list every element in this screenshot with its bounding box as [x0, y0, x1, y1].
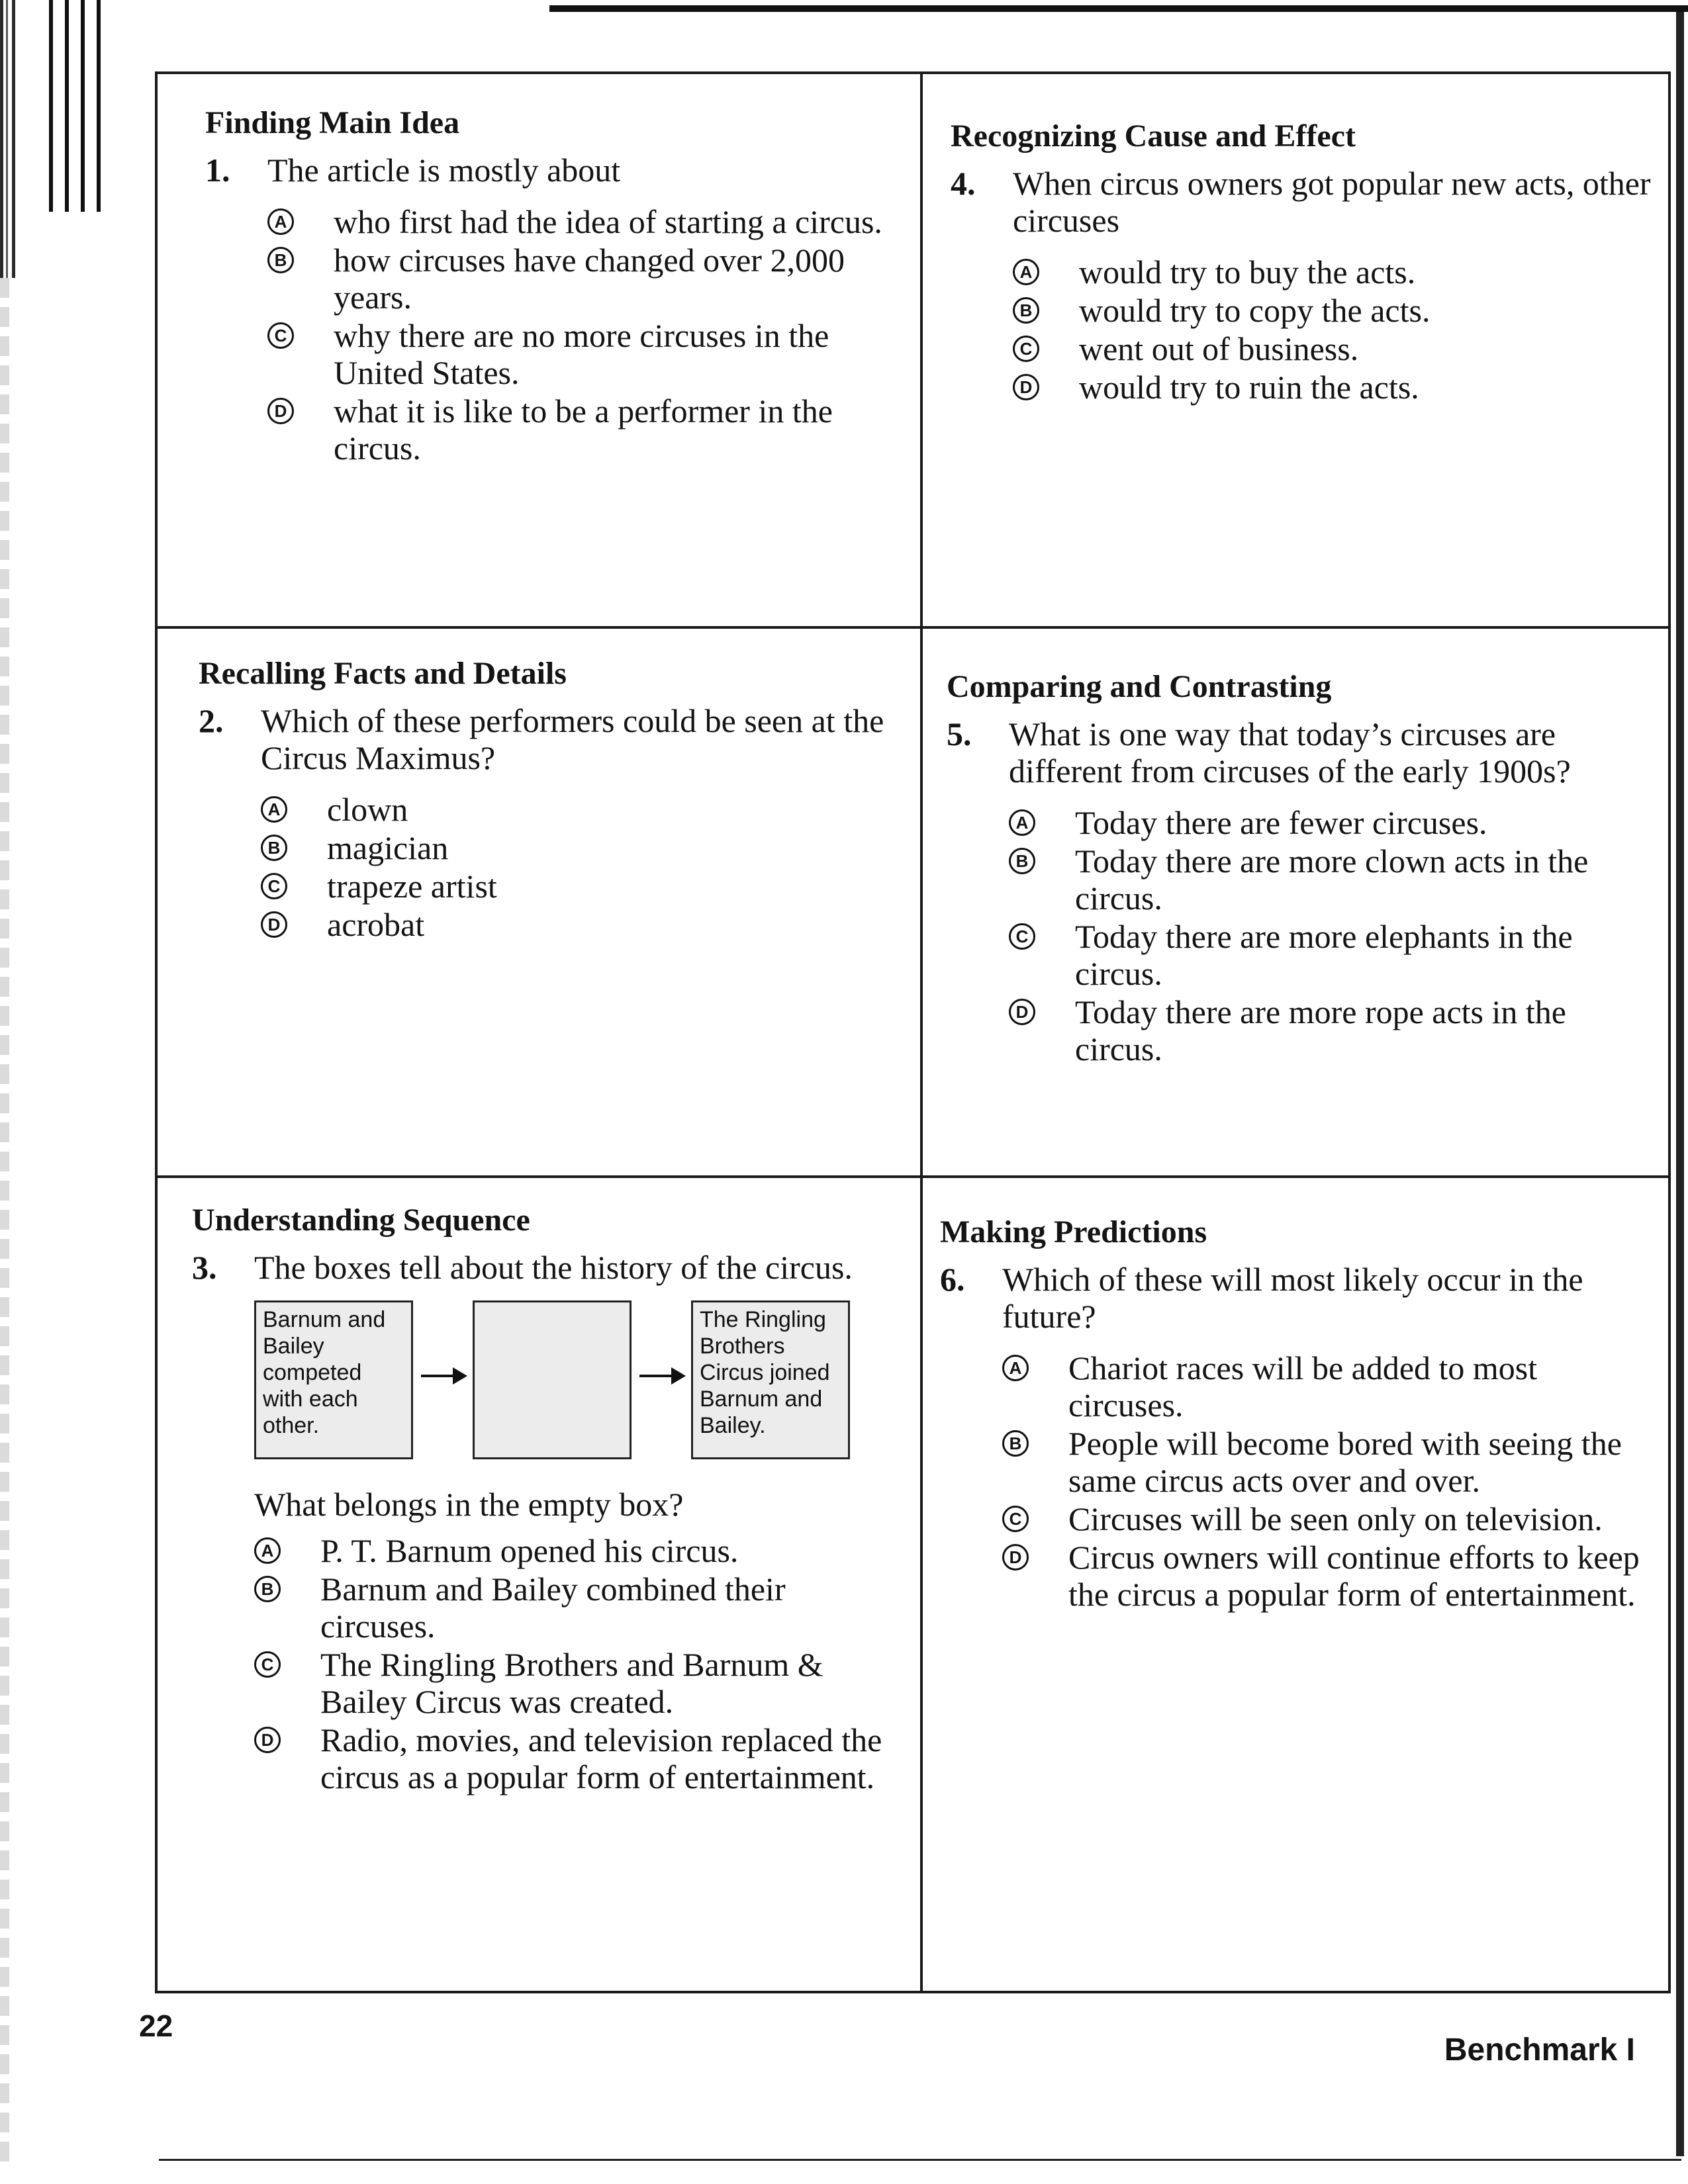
section-making-predictions [940, 1214, 1642, 1614]
answer-bubble-icon[interactable]: C [1002, 1506, 1029, 1532]
question-text: When circus owners got popular new acts, other circuses [1013, 165, 1651, 239]
grid-divider-horizontal-2 [155, 1175, 1671, 1178]
section-understanding-sequence [192, 1202, 894, 1797]
answer-bubble-icon[interactable]: B [261, 835, 287, 861]
section-title: Finding Main Idea [205, 105, 460, 140]
answer-options [254, 1532, 894, 1796]
question-number: 4. [951, 165, 976, 202]
answer-bubble-icon[interactable]: A [1009, 809, 1035, 836]
section-title: Understanding Sequence [192, 1203, 530, 1238]
answer-text: would try to ruin the acts. [1079, 369, 1419, 406]
answer-text: Today there are more elephants in the circus. [1075, 918, 1573, 992]
answer-text: Today there are more clown acts in the circus. [1075, 842, 1589, 917]
answer-text: Barnum and Bailey combined their circuses. [320, 1570, 786, 1645]
answer-bubble-icon[interactable]: C [1009, 923, 1035, 950]
answer-options [1009, 804, 1648, 1068]
arrow-right-icon [639, 1375, 683, 1377]
answer-option-d[interactable] [254, 1721, 894, 1796]
answer-bubble-icon[interactable]: D [1013, 374, 1039, 400]
question-text: Which of these will most likely occur in the future? [1002, 1261, 1583, 1335]
answer-option-d[interactable] [1009, 993, 1648, 1068]
section-finding-main-idea [205, 105, 907, 468]
binding-marks [49, 0, 102, 212]
answer-options [1013, 253, 1652, 406]
question-number: 3. [192, 1249, 217, 1286]
answer-options [1002, 1349, 1642, 1613]
answer-bubble-icon[interactable]: A [261, 796, 287, 823]
question-number: 2. [199, 702, 224, 739]
question-number: 1. [205, 152, 230, 189]
binding-edge [0, 0, 17, 278]
answer-option-d[interactable] [267, 392, 907, 467]
answer-option-a[interactable] [267, 203, 907, 240]
answer-option-b[interactable] [1002, 1425, 1642, 1499]
section-title: Making Predictions [940, 1214, 1207, 1250]
question-number: 6. [940, 1261, 965, 1298]
answer-option-d[interactable] [261, 906, 900, 943]
question [947, 715, 1648, 790]
answer-bubble-icon[interactable]: A [267, 208, 294, 235]
section-title: Comparing and Contrasting [947, 669, 1332, 704]
question [205, 152, 907, 189]
answer-option-a[interactable] [254, 1532, 894, 1569]
answer-text: Circus owners will continue efforts to keep the circus a popular form of entertainment. [1068, 1539, 1640, 1613]
answer-text: why there are no more circuses in the United States. [334, 317, 829, 391]
question [951, 165, 1652, 239]
sequence-box-1: Barnum and Bailey competed with each other. [254, 1300, 413, 1459]
answer-text: Chariot races will be added to most circuses. [1068, 1349, 1538, 1424]
answer-text: would try to copy the acts. [1079, 292, 1430, 329]
answer-option-c[interactable] [261, 868, 900, 905]
question-text: What is one way that today’s circuses are different from circuses of the early 1900s? [1009, 715, 1571, 790]
section-cause-and-effect [951, 118, 1652, 407]
answer-text: clown [327, 791, 408, 828]
answer-option-b[interactable] [254, 1570, 894, 1645]
answer-text: what it is like to be a performer in the circus. [334, 392, 833, 467]
answer-options [267, 203, 907, 467]
section-comparing-contrasting [947, 668, 1648, 1069]
answer-option-a[interactable] [1002, 1349, 1642, 1424]
answer-option-a[interactable] [1009, 804, 1648, 841]
answer-text: how circuses have changed over 2,000 years. [334, 242, 845, 316]
question-text: The article is mostly about [267, 152, 621, 189]
top-border [549, 5, 1688, 12]
answer-text: acrobat [327, 906, 425, 943]
answer-text: People will become bored with seeing the same circus acts over and over. [1068, 1425, 1622, 1499]
question-number: 5. [947, 715, 972, 752]
answer-bubble-icon[interactable]: A [254, 1537, 281, 1564]
answer-option-d[interactable] [1002, 1539, 1642, 1613]
answer-text: who first had the idea of starting a circus. [334, 203, 882, 240]
answer-text: The Ringling Brothers and Barnum & Bailey Circus was created. [320, 1646, 823, 1720]
answer-option-c[interactable] [1009, 918, 1648, 992]
answer-option-c[interactable] [1013, 330, 1652, 367]
answer-option-c[interactable] [267, 317, 907, 391]
bottom-border [159, 2159, 1681, 2161]
series-label: Benchmark I [1444, 2032, 1635, 2068]
page-number: 22 [139, 2009, 173, 2043]
answer-text: Radio, movies, and television replaced the circus as a popular form of entertainment. [320, 1721, 882, 1796]
answer-option-b[interactable] [267, 242, 907, 316]
sequence-box-3: The Ringling Brothers Circus joined Barnum and Bailey. [691, 1300, 850, 1459]
grid-divider-vertical [920, 71, 923, 1993]
answer-text: trapeze artist [327, 868, 497, 905]
answer-option-d[interactable] [1013, 369, 1652, 406]
answer-text: would try to buy the acts. [1079, 253, 1416, 291]
answer-option-a[interactable] [1013, 253, 1652, 291]
answer-bubble-icon[interactable]: A [1013, 259, 1039, 285]
binding-shadow [0, 278, 9, 2164]
answer-option-b[interactable] [1009, 842, 1648, 917]
arrow-right-icon [421, 1375, 465, 1377]
answer-option-b[interactable] [261, 829, 900, 866]
grid-divider-horizontal-1 [155, 626, 1671, 629]
answer-text: went out of business. [1079, 330, 1359, 367]
answer-bubble-icon[interactable]: B [1013, 297, 1039, 324]
section-title: Recalling Facts and Details [199, 656, 567, 691]
question [940, 1261, 1642, 1335]
answer-text: Today there are more rope acts in the circus. [1075, 993, 1566, 1068]
answer-option-b[interactable] [1013, 292, 1652, 329]
answer-text: Circuses will be seen only on television. [1068, 1500, 1603, 1537]
answer-option-c[interactable] [254, 1646, 894, 1720]
section-title: Recognizing Cause and Effect [951, 118, 1356, 154]
answer-bubble-icon[interactable]: C [1013, 336, 1039, 362]
answer-bubble-icon[interactable]: B [1009, 848, 1035, 874]
question [199, 702, 900, 776]
answer-bubble-icon[interactable]: B [267, 247, 294, 273]
answer-bubble-icon[interactable]: C [254, 1651, 281, 1678]
answer-text: P. T. Barnum opened his circus. [320, 1532, 739, 1569]
answer-bubble-icon[interactable]: A [1002, 1355, 1029, 1381]
sequence-box-empty [473, 1300, 632, 1459]
answer-bubble-icon[interactable]: C [267, 322, 294, 349]
answer-bubble-icon[interactable]: D [1002, 1544, 1029, 1570]
answer-text: magician [327, 829, 449, 866]
answer-option-c[interactable] [1002, 1500, 1642, 1537]
question-text: Which of these performers could be seen at the Circus Maximus? [261, 702, 884, 776]
question [192, 1249, 894, 1286]
answer-bubble-icon[interactable]: D [1009, 999, 1035, 1025]
question-text: The boxes tell about the history of the circus. [254, 1249, 853, 1286]
sub-question: What belongs in the empty box? [254, 1486, 684, 1523]
answer-bubble-icon[interactable]: C [261, 873, 287, 899]
answer-bubble-icon[interactable]: D [254, 1727, 281, 1753]
sequence-diagram [254, 1300, 894, 1473]
answer-bubble-icon[interactable]: D [267, 398, 294, 424]
section-facts-and-details [199, 655, 900, 944]
answer-bubble-icon[interactable]: B [1002, 1430, 1029, 1457]
answer-bubble-icon[interactable]: B [254, 1576, 281, 1602]
answer-text: Today there are fewer circuses. [1075, 804, 1487, 841]
answer-option-a[interactable] [261, 791, 900, 828]
answer-bubble-icon[interactable]: D [261, 911, 287, 938]
answer-options [261, 791, 900, 943]
right-border [1676, 12, 1684, 2156]
